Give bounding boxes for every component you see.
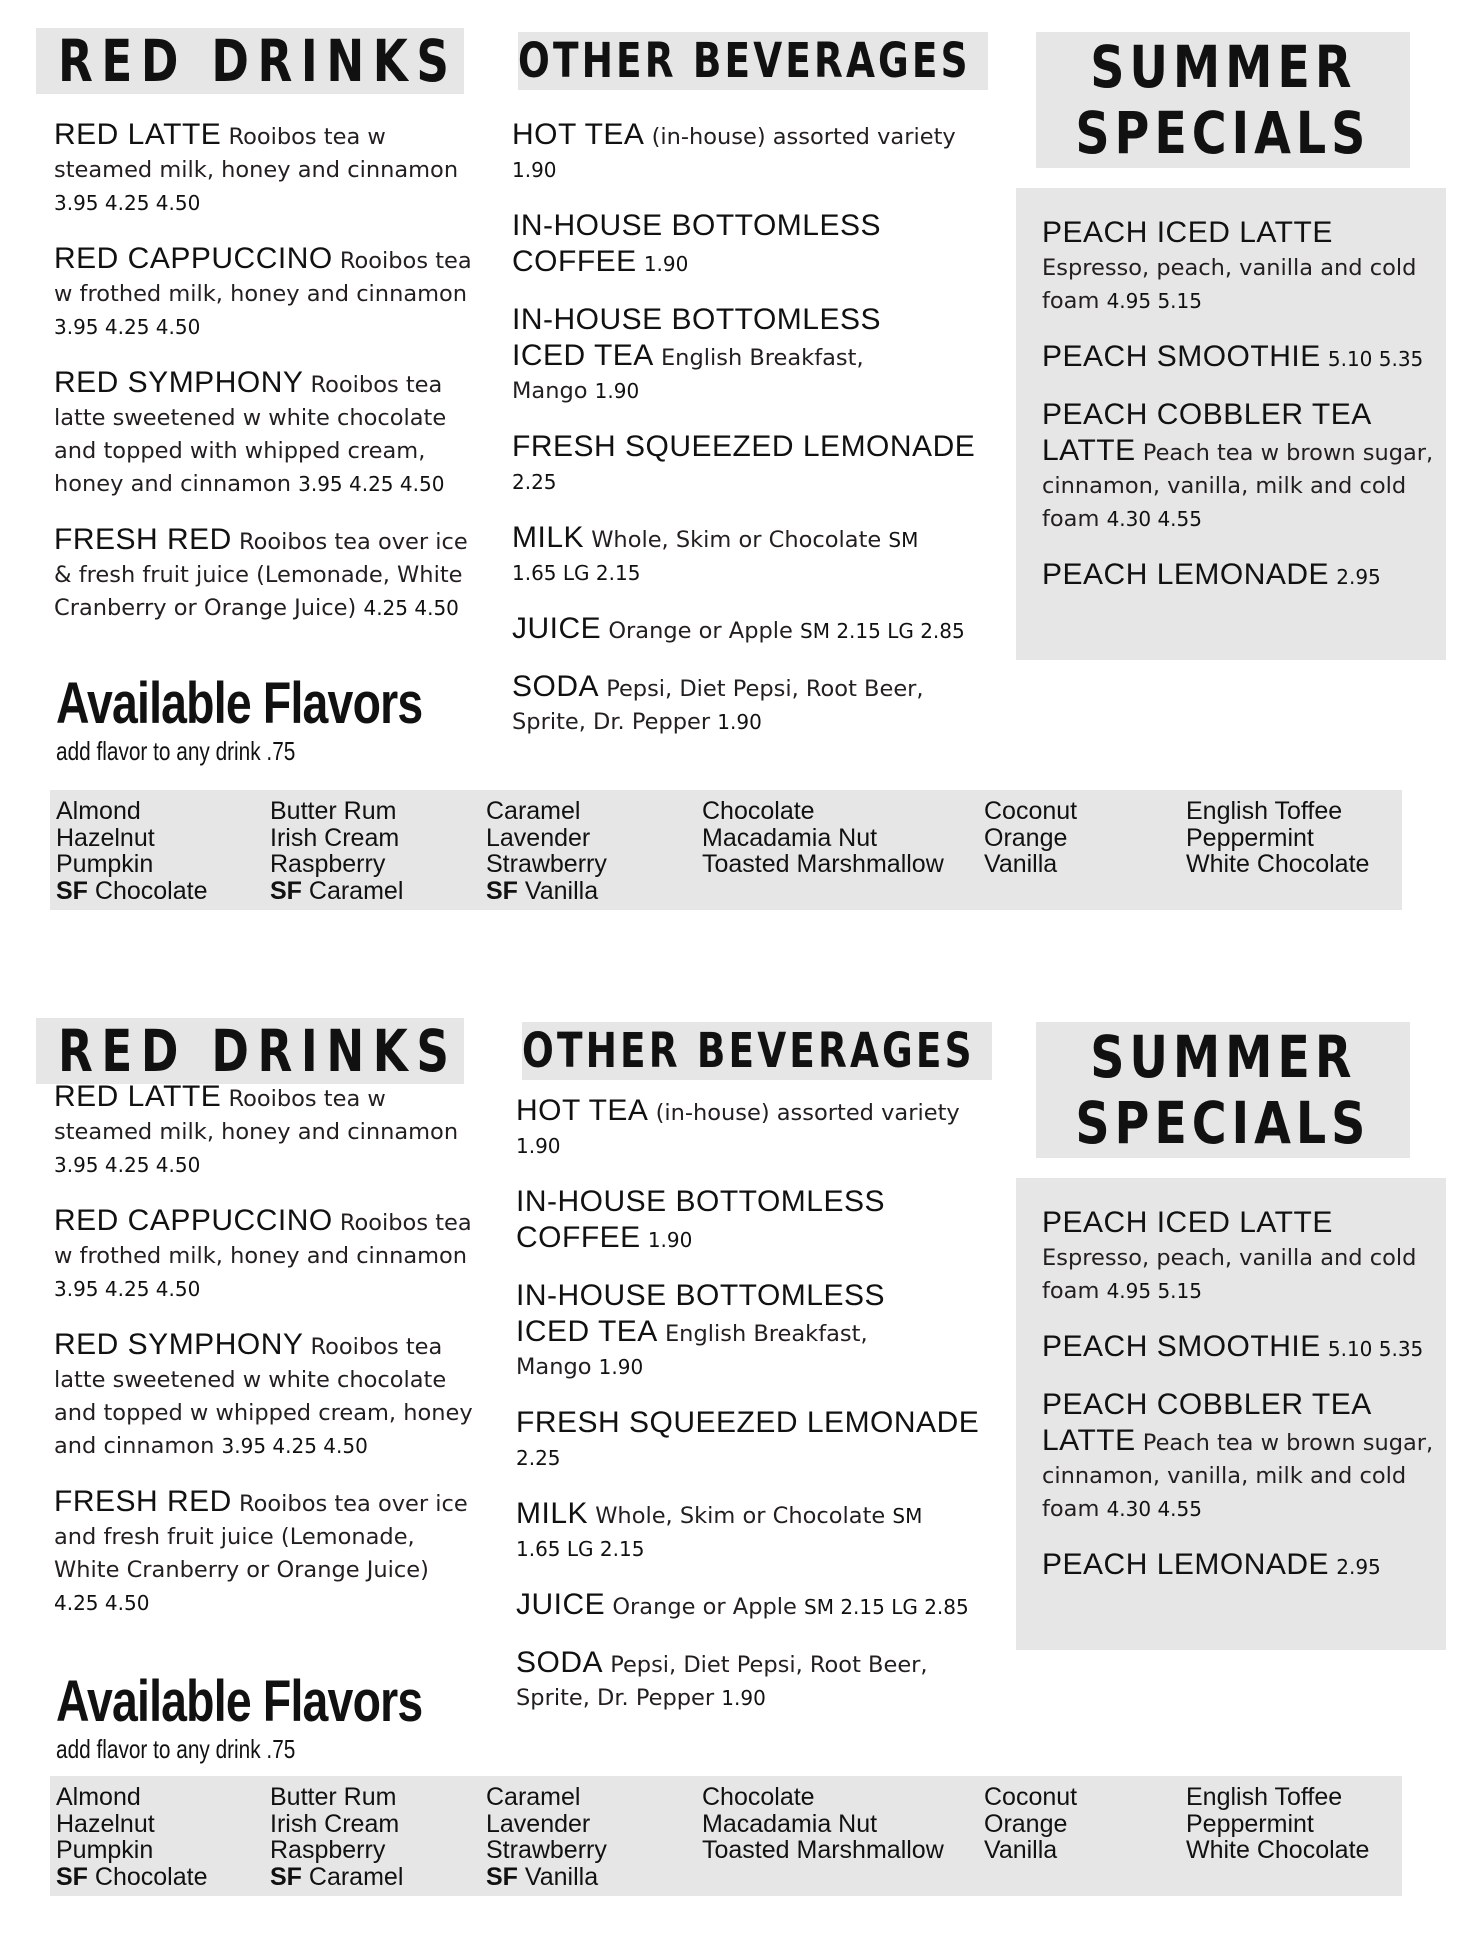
flavor: Hazelnut xyxy=(56,1809,155,1838)
flavor-column xyxy=(702,1784,944,1864)
flavor: English Toffee xyxy=(1186,797,1343,825)
menu-item: PEACH SMOOTHIE 5.10 5.35 xyxy=(1042,1330,1424,1363)
other-beverages-list xyxy=(516,1094,1006,1715)
menu-copy-top xyxy=(0,0,1484,960)
menu-item: JUICE Orange or Apple SM 2.15 LG 2.85 xyxy=(516,1588,969,1621)
menu-item: HOT TEA (in-house) assorted variety 1.90 xyxy=(516,1094,960,1158)
flavor: Coconut xyxy=(984,797,1078,825)
flavor: White Chocolate xyxy=(1186,850,1370,878)
menu-item: SODA Pepsi, Diet Pepsi, Root Beer, Sprite, Dr. Pepper 1.90 xyxy=(512,670,924,735)
menu-item: FRESH RED Rooibos tea over ice & fresh fruit juice (Lemonade, White Cranberry or Orange Juice) 4.25 4.50 xyxy=(54,523,468,621)
flavor: Caramel xyxy=(486,797,581,825)
menu-item: PEACH ICED LATTE Espresso, peach, vanilla and cold foam 4.95 5.15 xyxy=(1042,1206,1417,1304)
menu-item: PEACH SMOOTHIE 5.10 5.35 xyxy=(1042,340,1424,373)
flavor: Butter Rum xyxy=(270,1783,397,1811)
flavor: Vanilla xyxy=(984,850,1058,878)
flavor: Chocolate xyxy=(702,797,815,825)
sugar-free-label: SF xyxy=(56,876,88,905)
red-drinks-header: RED DRINKS xyxy=(36,1018,464,1084)
flavor: Strawberry xyxy=(486,1836,607,1864)
flavor: Macadamia Nut xyxy=(702,1809,878,1838)
sugar-free-label: SF xyxy=(486,876,518,905)
menu-item: RED CAPPUCCINO Rooibos tea w frothed milk, honey and cinnamon 3.95 4.25 4.50 xyxy=(54,242,472,339)
flavors-subtitle: add flavor to any drink .75 xyxy=(56,1734,296,1764)
red-drinks-list xyxy=(54,1080,474,1620)
summer-specials-panel xyxy=(1016,1178,1446,1650)
menu-item: IN-HOUSE BOTTOMLESS ICED TEA English Breakfast, Mango 1.90 xyxy=(512,303,882,404)
flavor: Toasted Marshmallow xyxy=(702,1836,944,1864)
flavor: Orange xyxy=(984,1809,1068,1838)
flavor-column xyxy=(702,798,944,878)
flavor: SF Vanilla xyxy=(486,876,599,905)
flavor-column xyxy=(1186,798,1369,878)
menu-item: MILK Whole, Skim or Chocolate SM 1.65 LG 2.15 xyxy=(512,521,919,585)
flavor: Chocolate xyxy=(702,1783,815,1811)
flavor: Peppermint xyxy=(1186,823,1314,852)
other-beverages-list xyxy=(512,118,1002,739)
menu-copy-bottom xyxy=(0,990,1484,1950)
menu-item: IN-HOUSE BOTTOMLESS ICED TEA English Breakfast, Mango 1.90 xyxy=(516,1279,886,1380)
flavor: Almond xyxy=(56,1783,141,1811)
flavor: Irish Cream xyxy=(270,1809,400,1838)
menu-item: FRESH SQUEEZED LEMONADE 2.25 xyxy=(512,430,976,494)
menu-item: RED SYMPHONY Rooibos tea latte sweetened w white chocolate and topped w whipped cream, honey and cinnamon 3.95 4.25 4.50 xyxy=(54,1328,473,1459)
sugar-free-label: SF xyxy=(270,876,302,905)
flavors-title: Available Flavors xyxy=(56,671,423,736)
flavor: Raspberry xyxy=(270,850,386,878)
red-drinks-header: RED DRINKS xyxy=(36,28,464,94)
menu-item: HOT TEA (in-house) assorted variety 1.90 xyxy=(512,118,956,182)
menu-item: PEACH LEMONADE 2.95 xyxy=(1042,558,1381,591)
flavor-column xyxy=(984,1784,1077,1864)
flavor: SF Vanilla xyxy=(486,1862,599,1891)
flavor: White Chocolate xyxy=(1186,1836,1370,1864)
flavor-column xyxy=(984,798,1077,878)
menu-item: FRESH SQUEEZED LEMONADE 2.25 xyxy=(516,1406,980,1470)
flavor: English Toffee xyxy=(1186,1783,1343,1811)
sugar-free-label: SF xyxy=(486,1862,518,1891)
sugar-free-label: SF xyxy=(56,1862,88,1891)
flavor: Pumpkin xyxy=(56,850,154,878)
menu-item: IN-HOUSE BOTTOMLESS COFFEE 1.90 xyxy=(516,1185,886,1254)
flavor: Pumpkin xyxy=(56,1836,154,1864)
flavor: Orange xyxy=(984,823,1068,852)
flavor: Strawberry xyxy=(486,850,607,878)
flavor: Almond xyxy=(56,797,141,825)
flavor: Lavender xyxy=(486,823,591,852)
flavor-column xyxy=(1186,1784,1369,1864)
flavor-column xyxy=(486,1784,607,1890)
menu-item: RED LATTE Rooibos tea w steamed milk, honey and cinnamon 3.95 4.25 4.50 xyxy=(54,1080,459,1177)
other-beverages-header: OTHER BEVERAGES xyxy=(518,32,988,90)
flavor-column xyxy=(486,798,607,904)
flavor: SF Chocolate xyxy=(56,876,208,905)
menu-item: RED LATTE Rooibos tea w steamed milk, honey and cinnamon 3.95 4.25 4.50 xyxy=(54,118,459,215)
flavor: SF Caramel xyxy=(270,876,404,905)
summer-specials-header: SUMMER SPECIALS xyxy=(1036,1022,1410,1158)
menu-item: PEACH COBBLER TEA LATTE Peach tea w brown sugar, cinnamon, vanilla, milk and cold foam 4.30 4.55 xyxy=(1042,398,1434,532)
menu-item: IN-HOUSE BOTTOMLESS COFFEE 1.90 xyxy=(512,209,882,278)
flavor: Raspberry xyxy=(270,1836,386,1864)
flavor: Irish Cream xyxy=(270,823,400,852)
menu-item: PEACH COBBLER TEA LATTE Peach tea w brown sugar, cinnamon, vanilla, milk and cold foam 4.30 4.55 xyxy=(1042,1388,1434,1522)
flavor: Vanilla xyxy=(984,1836,1058,1864)
flavor: Caramel xyxy=(486,1783,581,1811)
flavor: SF Chocolate xyxy=(56,1862,208,1891)
flavor-column xyxy=(270,1784,403,1890)
flavor: Macadamia Nut xyxy=(702,823,878,852)
menu-item: RED CAPPUCCINO Rooibos tea w frothed milk, honey and cinnamon 3.95 4.25 4.50 xyxy=(54,1204,472,1301)
flavor: Peppermint xyxy=(1186,1809,1314,1838)
flavor: Coconut xyxy=(984,1783,1078,1811)
menu-item: SODA Pepsi, Diet Pepsi, Root Beer, Sprite, Dr. Pepper 1.90 xyxy=(516,1646,928,1711)
other-beverages-header: OTHER BEVERAGES xyxy=(522,1022,992,1080)
flavor-column xyxy=(56,1784,207,1890)
flavor-column xyxy=(270,798,403,904)
menu-item: PEACH ICED LATTE Espresso, peach, vanilla and cold foam 4.95 5.15 xyxy=(1042,216,1417,314)
flavors-subtitle: add flavor to any drink .75 xyxy=(56,736,296,766)
flavors-title: Available Flavors xyxy=(56,1669,423,1734)
sugar-free-label: SF xyxy=(270,1862,302,1891)
flavor: Toasted Marshmallow xyxy=(702,850,944,878)
menu-item: JUICE Orange or Apple SM 2.15 LG 2.85 xyxy=(512,612,965,645)
flavors-box xyxy=(50,790,1402,910)
summer-specials-header: SUMMER SPECIALS xyxy=(1036,32,1410,168)
menu-item: MILK Whole, Skim or Chocolate SM 1.65 LG 2.15 xyxy=(516,1497,923,1561)
menu-item: FRESH RED Rooibos tea over ice and fresh fruit juice (Lemonade, White Cranberry or Orange Juice) 4.25 4.50 xyxy=(54,1485,468,1615)
flavors-box xyxy=(50,1776,1402,1896)
flavor: Hazelnut xyxy=(56,823,155,852)
red-drinks-list xyxy=(54,118,474,625)
flavor: Butter Rum xyxy=(270,797,397,825)
menu-item: PEACH LEMONADE 2.95 xyxy=(1042,1548,1381,1581)
summer-specials-panel xyxy=(1016,188,1446,660)
menu-item: RED SYMPHONY Rooibos tea latte sweetened w white chocolate and topped with whipped cream, honey and cinnamon 3.95 4.25 4.50 xyxy=(54,366,447,497)
flavor: Lavender xyxy=(486,1809,591,1838)
flavor: SF Caramel xyxy=(270,1862,404,1891)
flavor-column xyxy=(56,798,207,904)
